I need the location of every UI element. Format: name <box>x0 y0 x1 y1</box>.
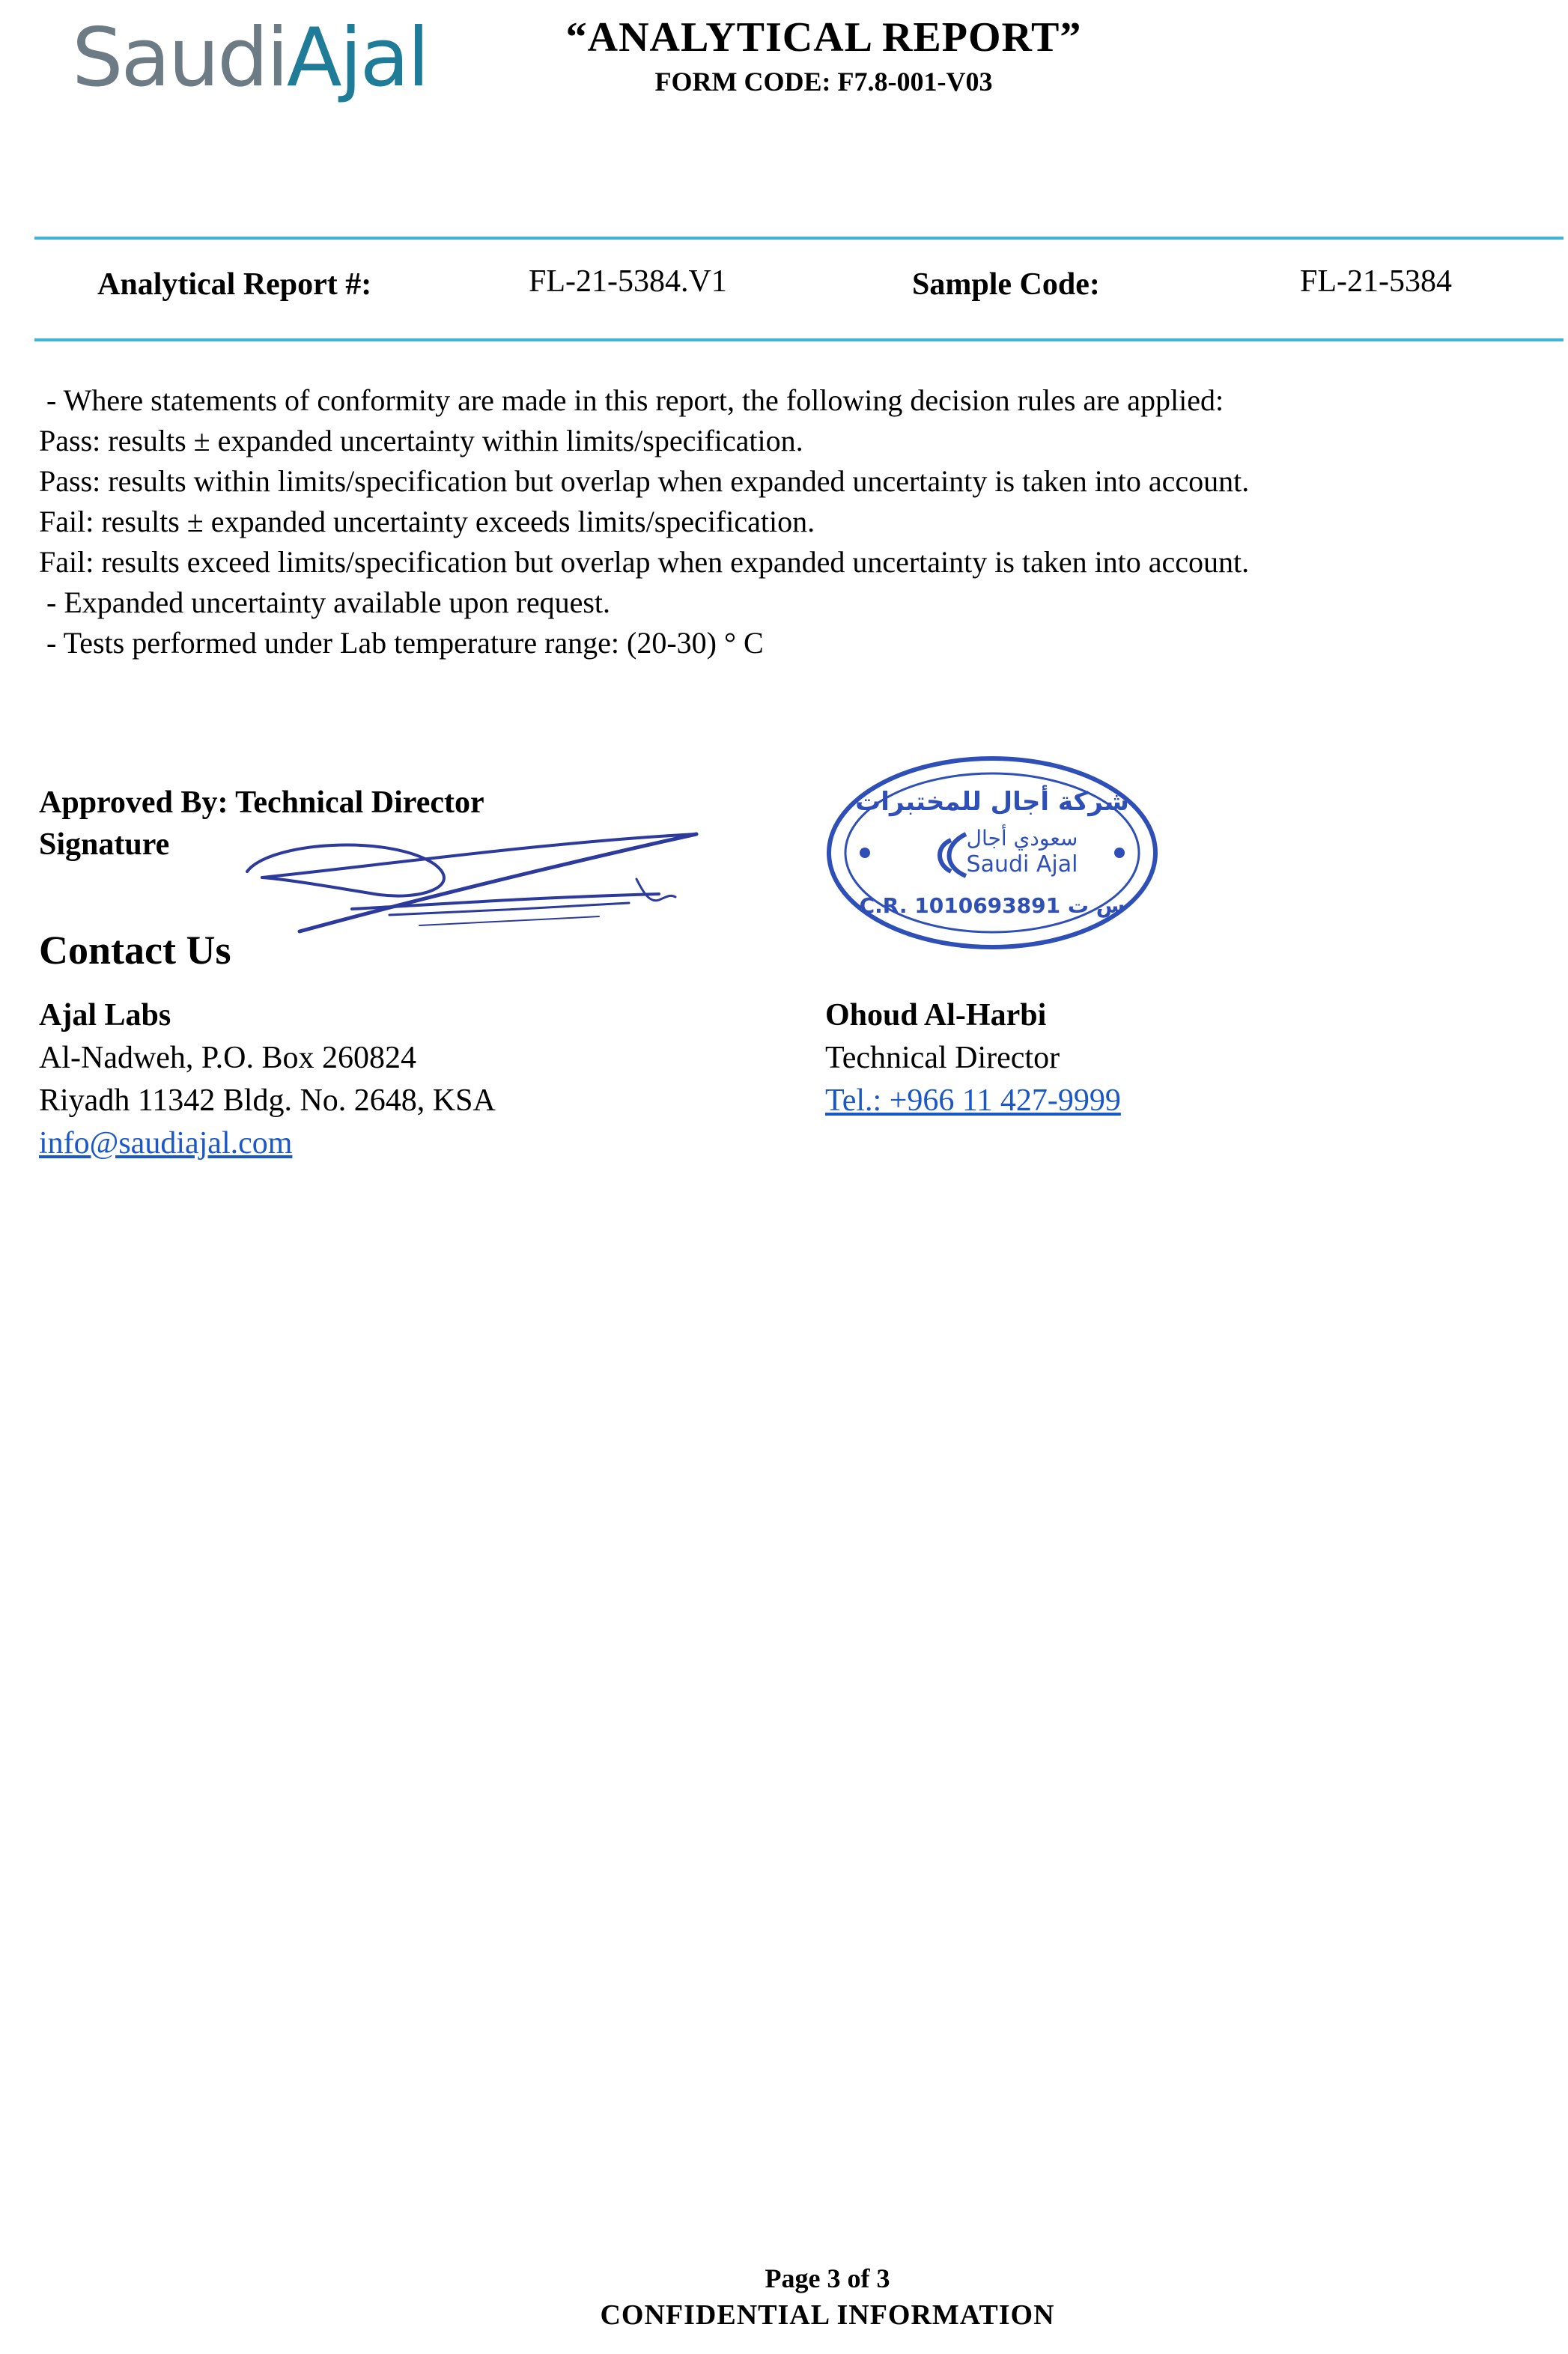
stamp-english: Saudi Ajal <box>966 851 1078 878</box>
contact-heading: Contact Us <box>39 928 231 973</box>
address-line-1: Al-Nadweh, P.O. Box 260824 <box>39 1041 416 1075</box>
top-divider <box>34 237 1564 240</box>
note-line: - Tests performed under Lab temperature range: (20-30) ° C <box>39 626 764 660</box>
note-line: Pass: results ± expanded uncertainty within limits/specification. <box>39 424 803 457</box>
company-stamp <box>824 752 1161 954</box>
form-code: FORM CODE: F7.8-001-V03 <box>654 67 993 97</box>
stamp-arabic-top: شركة أجال للمختبرات <box>855 787 1129 817</box>
org-name: Ajal Labs <box>39 998 171 1032</box>
page-number: Page 3 of 3 <box>765 2263 890 2293</box>
note-line: Fail: results ± expanded uncertainty exceeds limits/specification. <box>39 505 815 538</box>
saudi-ajal-logo <box>72 10 461 115</box>
phone-link[interactable]: Tel.: +966 11 427-9999 <box>825 1083 1121 1118</box>
svg-text:SaudiAjal <box>72 11 428 105</box>
stamp-cr: C.R. 1010693891 س ت <box>859 893 1125 918</box>
director-contact <box>825 994 1121 1122</box>
lab-address <box>39 994 496 1165</box>
sample-code-value: FL-21-5384 <box>1300 264 1452 299</box>
director-name: Ohoud Al-Harbi <box>825 998 1047 1032</box>
note-line: - Where statements of conformity are made in this report, the following decision rules are applied: <box>39 383 1224 417</box>
handwritten-signature <box>240 819 719 954</box>
logo-text-ajal: Ajal <box>286 11 428 105</box>
address-line-2: Riyadh 11342 Bldg. No. 2648, KSA <box>39 1083 496 1118</box>
decision-rules-notes <box>39 380 1249 663</box>
note-line: - Expanded uncertainty available upon request. <box>39 586 611 619</box>
report-title: “ANALYTICAL REPORT” <box>565 14 1082 61</box>
info-divider <box>34 338 1564 341</box>
signature-label: Signature <box>39 827 170 862</box>
report-number-value: FL-21-5384.V1 <box>529 264 727 299</box>
approved-by: Approved By: Technical Director <box>39 785 484 820</box>
sample-code-label: Sample Code: <box>912 267 1100 302</box>
confidential-label: CONFIDENTIAL INFORMATION <box>600 2299 1055 2331</box>
report-number-label: Analytical Report #: <box>97 267 372 302</box>
note-line: Pass: results within limits/specification but overlap when expanded uncertainty is taken into account. <box>39 464 1250 498</box>
note-line: Fail: results exceed limits/specification but overlap when expanded uncertainty is taken into account. <box>39 545 1250 579</box>
logo-text-saudi: Saudi <box>72 11 287 105</box>
director-title: Technical Director <box>825 1041 1060 1075</box>
stamp-arabic-mid: سعودي أجال <box>966 826 1078 851</box>
email-link[interactable]: info@saudiajal.com <box>39 1126 293 1161</box>
